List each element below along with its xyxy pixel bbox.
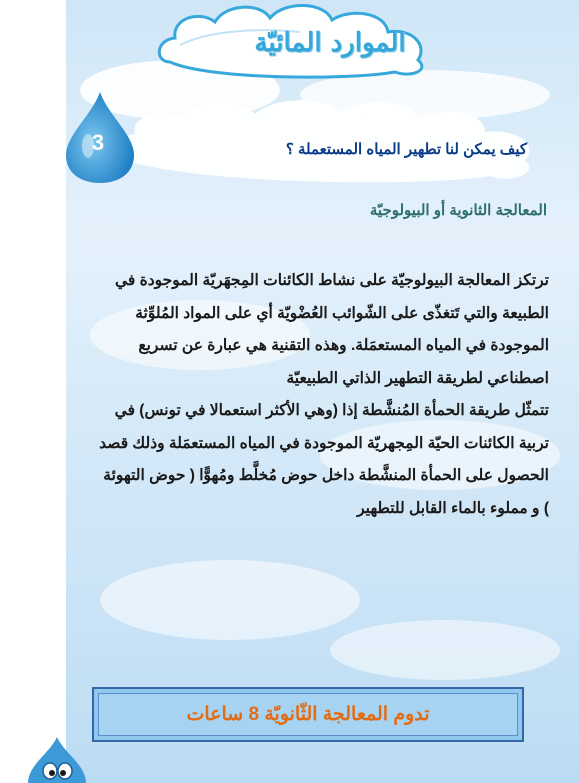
body-text [99,265,549,525]
background-cloud [330,620,560,680]
page-title: الموارد المائيّة [254,28,406,58]
paragraph-activated-sludge: تتمثّل طريقة الحمأة المُنشَّطة إذا (وهي الأكثر استعمالا في تونس) في تربية الكائنات الحيّة المِجهريّة الموجودة في المياه المستعمَلة وذلك قصد الحصول على الحمأة المنشَّطة داخل حوض مُخلَّط ومُهوًّا ( حوض التهوئة ) و مملوء بالماء القابل للتطهير [99,402,549,517]
duration-banner-text: تدوم المعالجة الثّانويّة 8 ساعات [186,704,430,725]
drop-mascot-icon [22,735,92,783]
background-cloud [100,560,360,640]
duration-banner-inner [98,693,518,736]
duration-banner [92,687,524,742]
paragraph-biological-treatment: ترتكز المعالجة البيولوجيّة على نشاط الكائنات المِجهَريّة الموجودة في الطبيعة والتي تَتغذّى على الشّوائب العُضْويّة أي على المواد المُلوِّثة الموجودة في المياه المستعمَلة. وهذه التقنية هي عبارة عن تسريع اصطناعي لطريقة التطهير الذاتي الطبيعيّة [114,272,549,387]
question-text: كيف يمكن لنا تطهير المياه المستعملة ؟ [285,141,527,158]
question-number: 3 [91,130,105,155]
section-heading: المعالجة الثانوية أو البيولوجيّة [369,202,547,219]
